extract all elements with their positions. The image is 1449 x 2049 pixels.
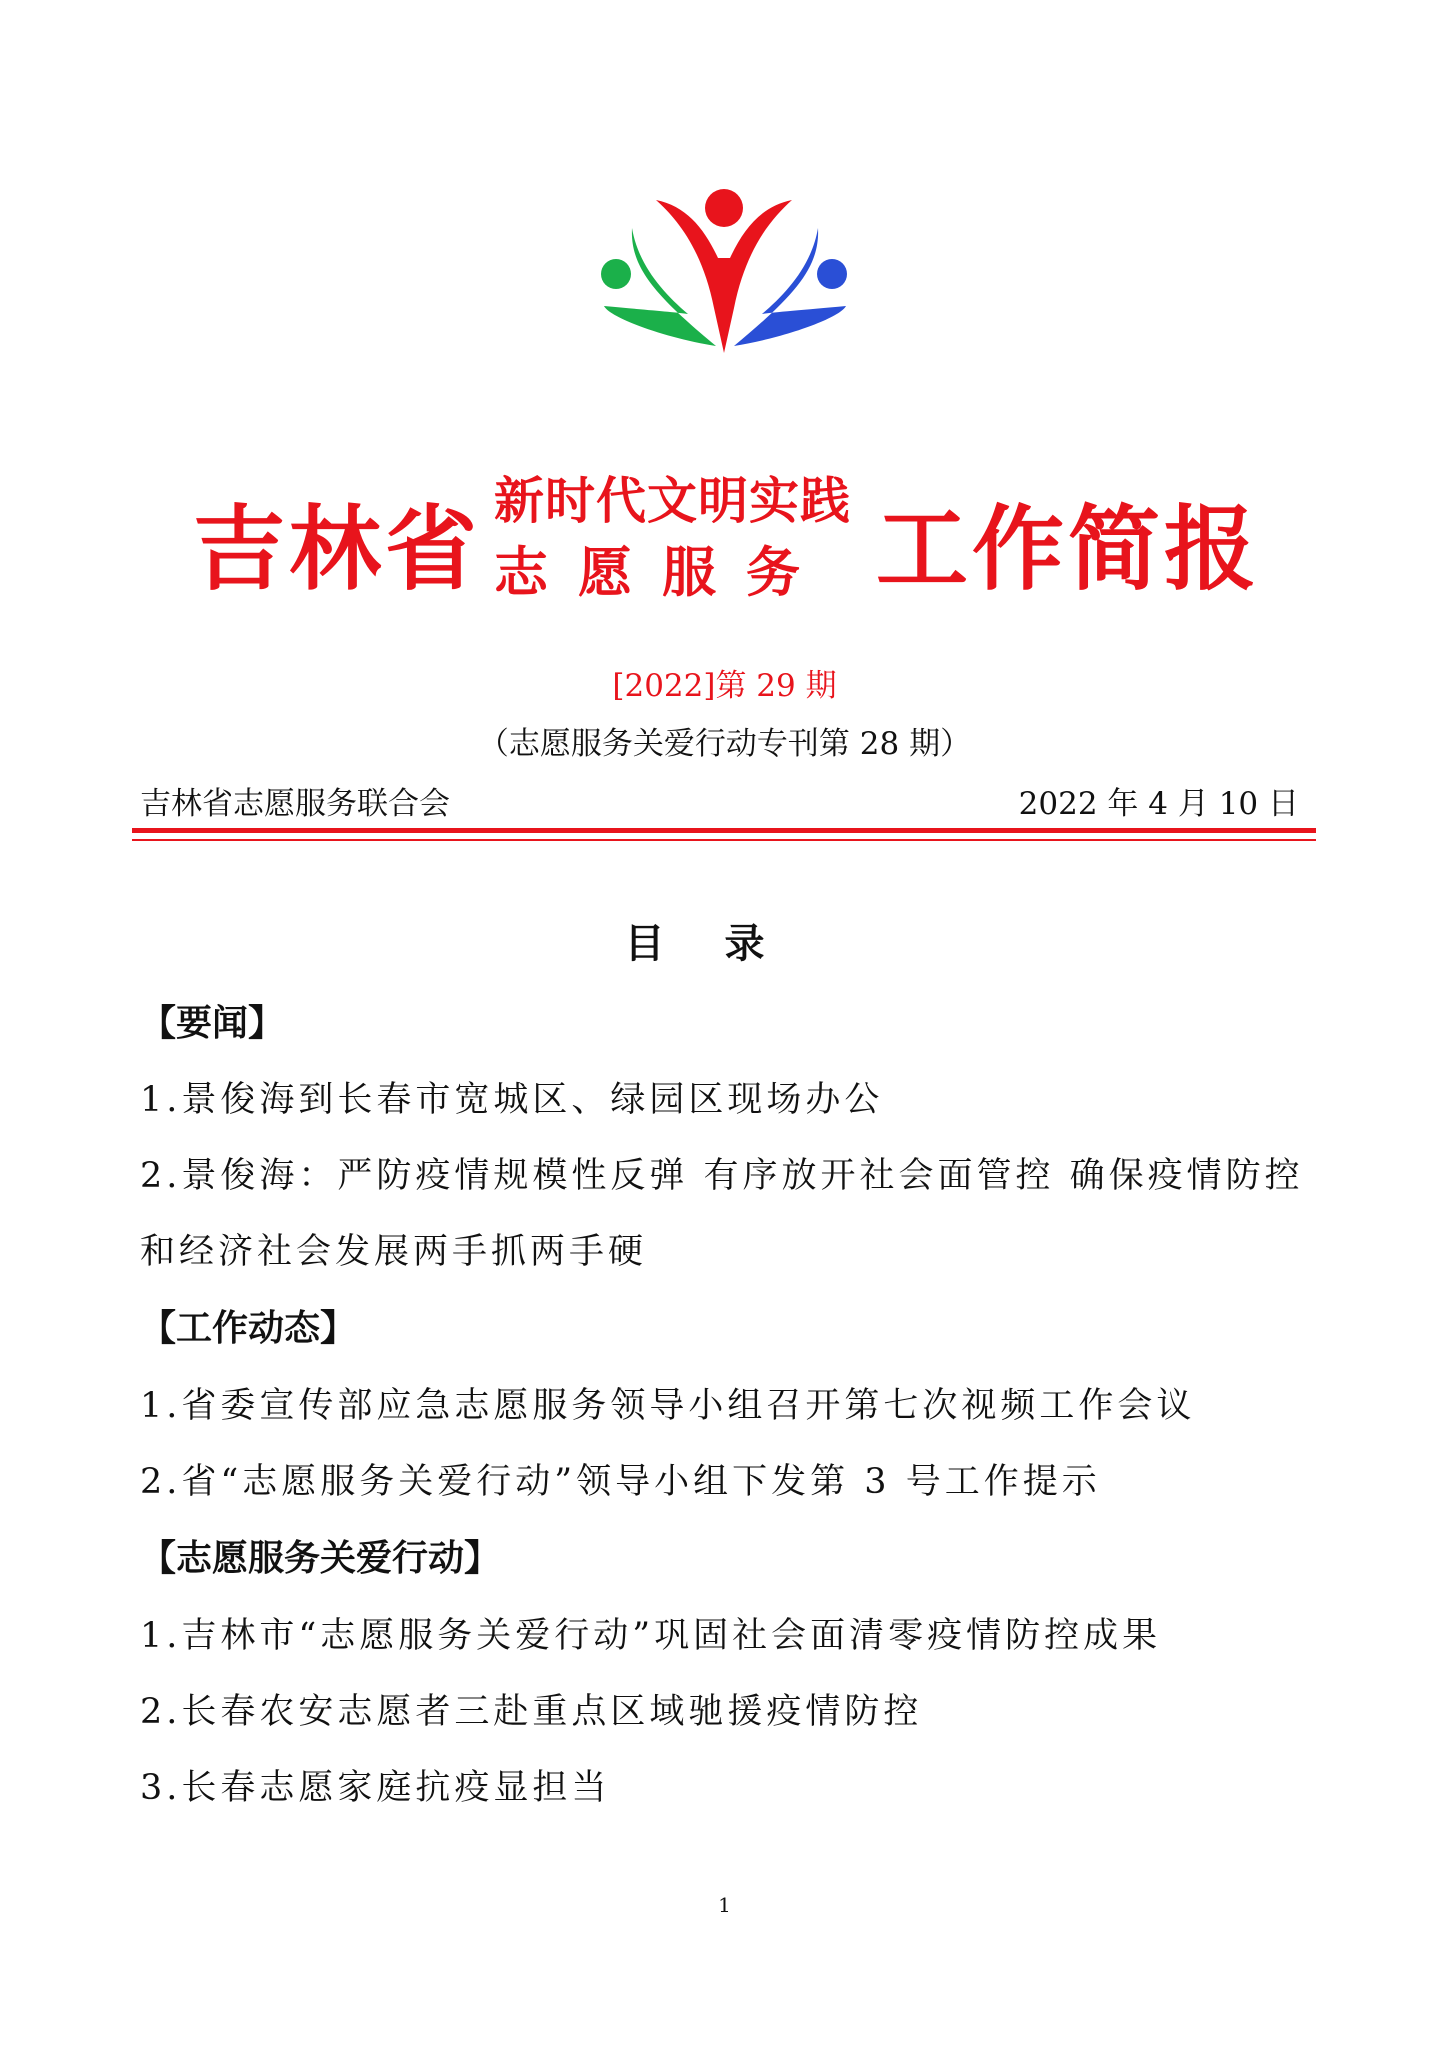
toc-section-heading: 【要闻】	[140, 1003, 285, 1044]
toc-title: 目录	[624, 921, 825, 967]
toc-item[interactable]: 2.长春农安志愿者三赴重点区域驰援疫情防控	[140, 1692, 923, 1732]
toc-item[interactable]: 1.省委宣传部应急志愿服务领导小组召开第七次视频工作会议	[140, 1386, 1196, 1426]
toc-item[interactable]: 2.景俊海：严防疫情规模性反弹 有序放开社会面管控 确保疫情防控	[140, 1156, 1304, 1196]
masthead-subtitle	[494, 470, 854, 608]
special-issue: （志愿服务关爱行动专刊第 28 期）	[477, 726, 972, 762]
toc-item-continuation[interactable]: 和经济社会发展两手抓两手硬	[140, 1232, 648, 1272]
header-divider-thick	[132, 828, 1316, 833]
header-divider-thin	[132, 839, 1316, 841]
toc-section-heading: 【志愿服务关爱行动】	[140, 1538, 501, 1579]
issue-number: [2022]第 29 期	[612, 668, 837, 704]
toc-item[interactable]: 1.景俊海到长春市宽城区、绿园区现场办公	[140, 1080, 884, 1120]
publisher-organization: 吉林省志愿服务联合会	[140, 786, 450, 822]
masthead-province: 吉林省	[193, 496, 482, 603]
toc-item[interactable]: 2.省“志愿服务关爱行动”领导小组下发第 3 号工作提示	[140, 1462, 1101, 1502]
toc-item[interactable]: 1.吉林市“志愿服务关爱行动”巩固社会面清零疫情防控成果	[140, 1616, 1162, 1656]
masthead-title: 工作简报	[876, 496, 1261, 603]
page-number: 1	[718, 1893, 731, 1917]
toc-item[interactable]: 3.长春志愿家庭抗疫显担当	[140, 1768, 611, 1808]
publish-date: 2022 年 4 月 10 日	[1018, 786, 1299, 822]
volunteer-logo-icon	[596, 188, 854, 360]
masthead-subtitle-line1: 新时代文明实践	[494, 472, 851, 530]
masthead-subtitle-line2: 志愿服务	[494, 541, 830, 604]
toc-section-heading: 【工作动态】	[140, 1308, 357, 1349]
